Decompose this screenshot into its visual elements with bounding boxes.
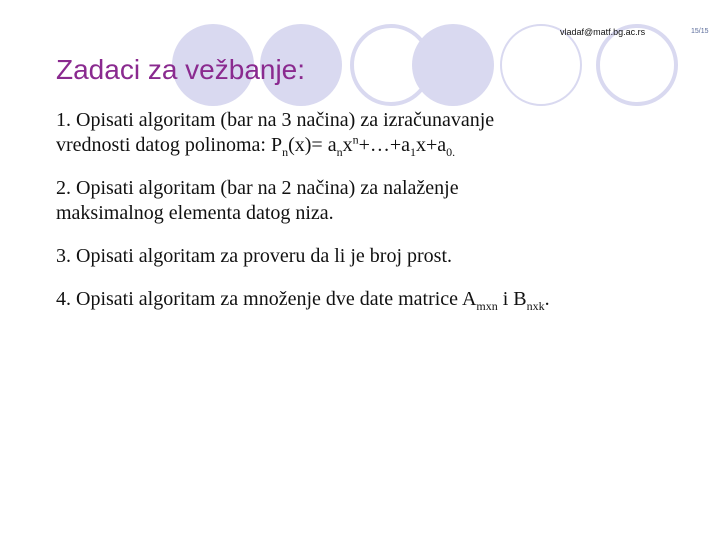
subscript: mxn xyxy=(476,299,498,313)
task-2 xyxy=(56,176,696,226)
subscript: n xyxy=(336,145,343,159)
slide-title: Zadaci za vežbanje: xyxy=(56,54,306,85)
task-list xyxy=(56,108,696,330)
task-1-text-d: +…+a xyxy=(358,134,411,156)
task-4-text-b: i B xyxy=(497,288,527,310)
task-3 xyxy=(56,244,696,269)
superscript: n xyxy=(352,132,359,147)
task-1-text-a: vrednosti datog polinoma: P xyxy=(56,134,283,156)
task-1-line-1: 1. Opisati algoritam (bar na 3 načina) za izračunavanje xyxy=(56,109,495,131)
task-2-line-2: maksimalnog elementa datog niza. xyxy=(56,202,334,224)
decor-circle-4 xyxy=(412,24,494,106)
task-3-line-1: 3. Opisati algoritam za proveru da li je broj prost. xyxy=(56,245,453,267)
task-1 xyxy=(56,108,696,158)
task-1-line-2 xyxy=(56,133,696,158)
task-2-line-1: 2. Opisati algoritam (bar na 2 načina) za nalaženje xyxy=(56,177,459,199)
task-4-line-1 xyxy=(56,287,696,312)
task-1-text-e: x+a xyxy=(416,134,447,156)
author-email: vladaf@matf.bg.ac.rs xyxy=(560,27,646,37)
subscript: n xyxy=(282,145,289,159)
task-1-text-c: x xyxy=(342,134,353,156)
page-number: 15/15 xyxy=(691,28,709,35)
subscript: nxk xyxy=(526,299,545,313)
task-4-text-a: 4. Opisati algoritam za množenje dve date matrice A xyxy=(56,288,477,310)
subscript: 1 xyxy=(410,145,417,159)
subscript: 0. xyxy=(446,145,456,159)
task-1-text-b: (x)= a xyxy=(288,134,337,156)
task-4-text-c: . xyxy=(544,288,550,310)
task-4 xyxy=(56,287,696,312)
